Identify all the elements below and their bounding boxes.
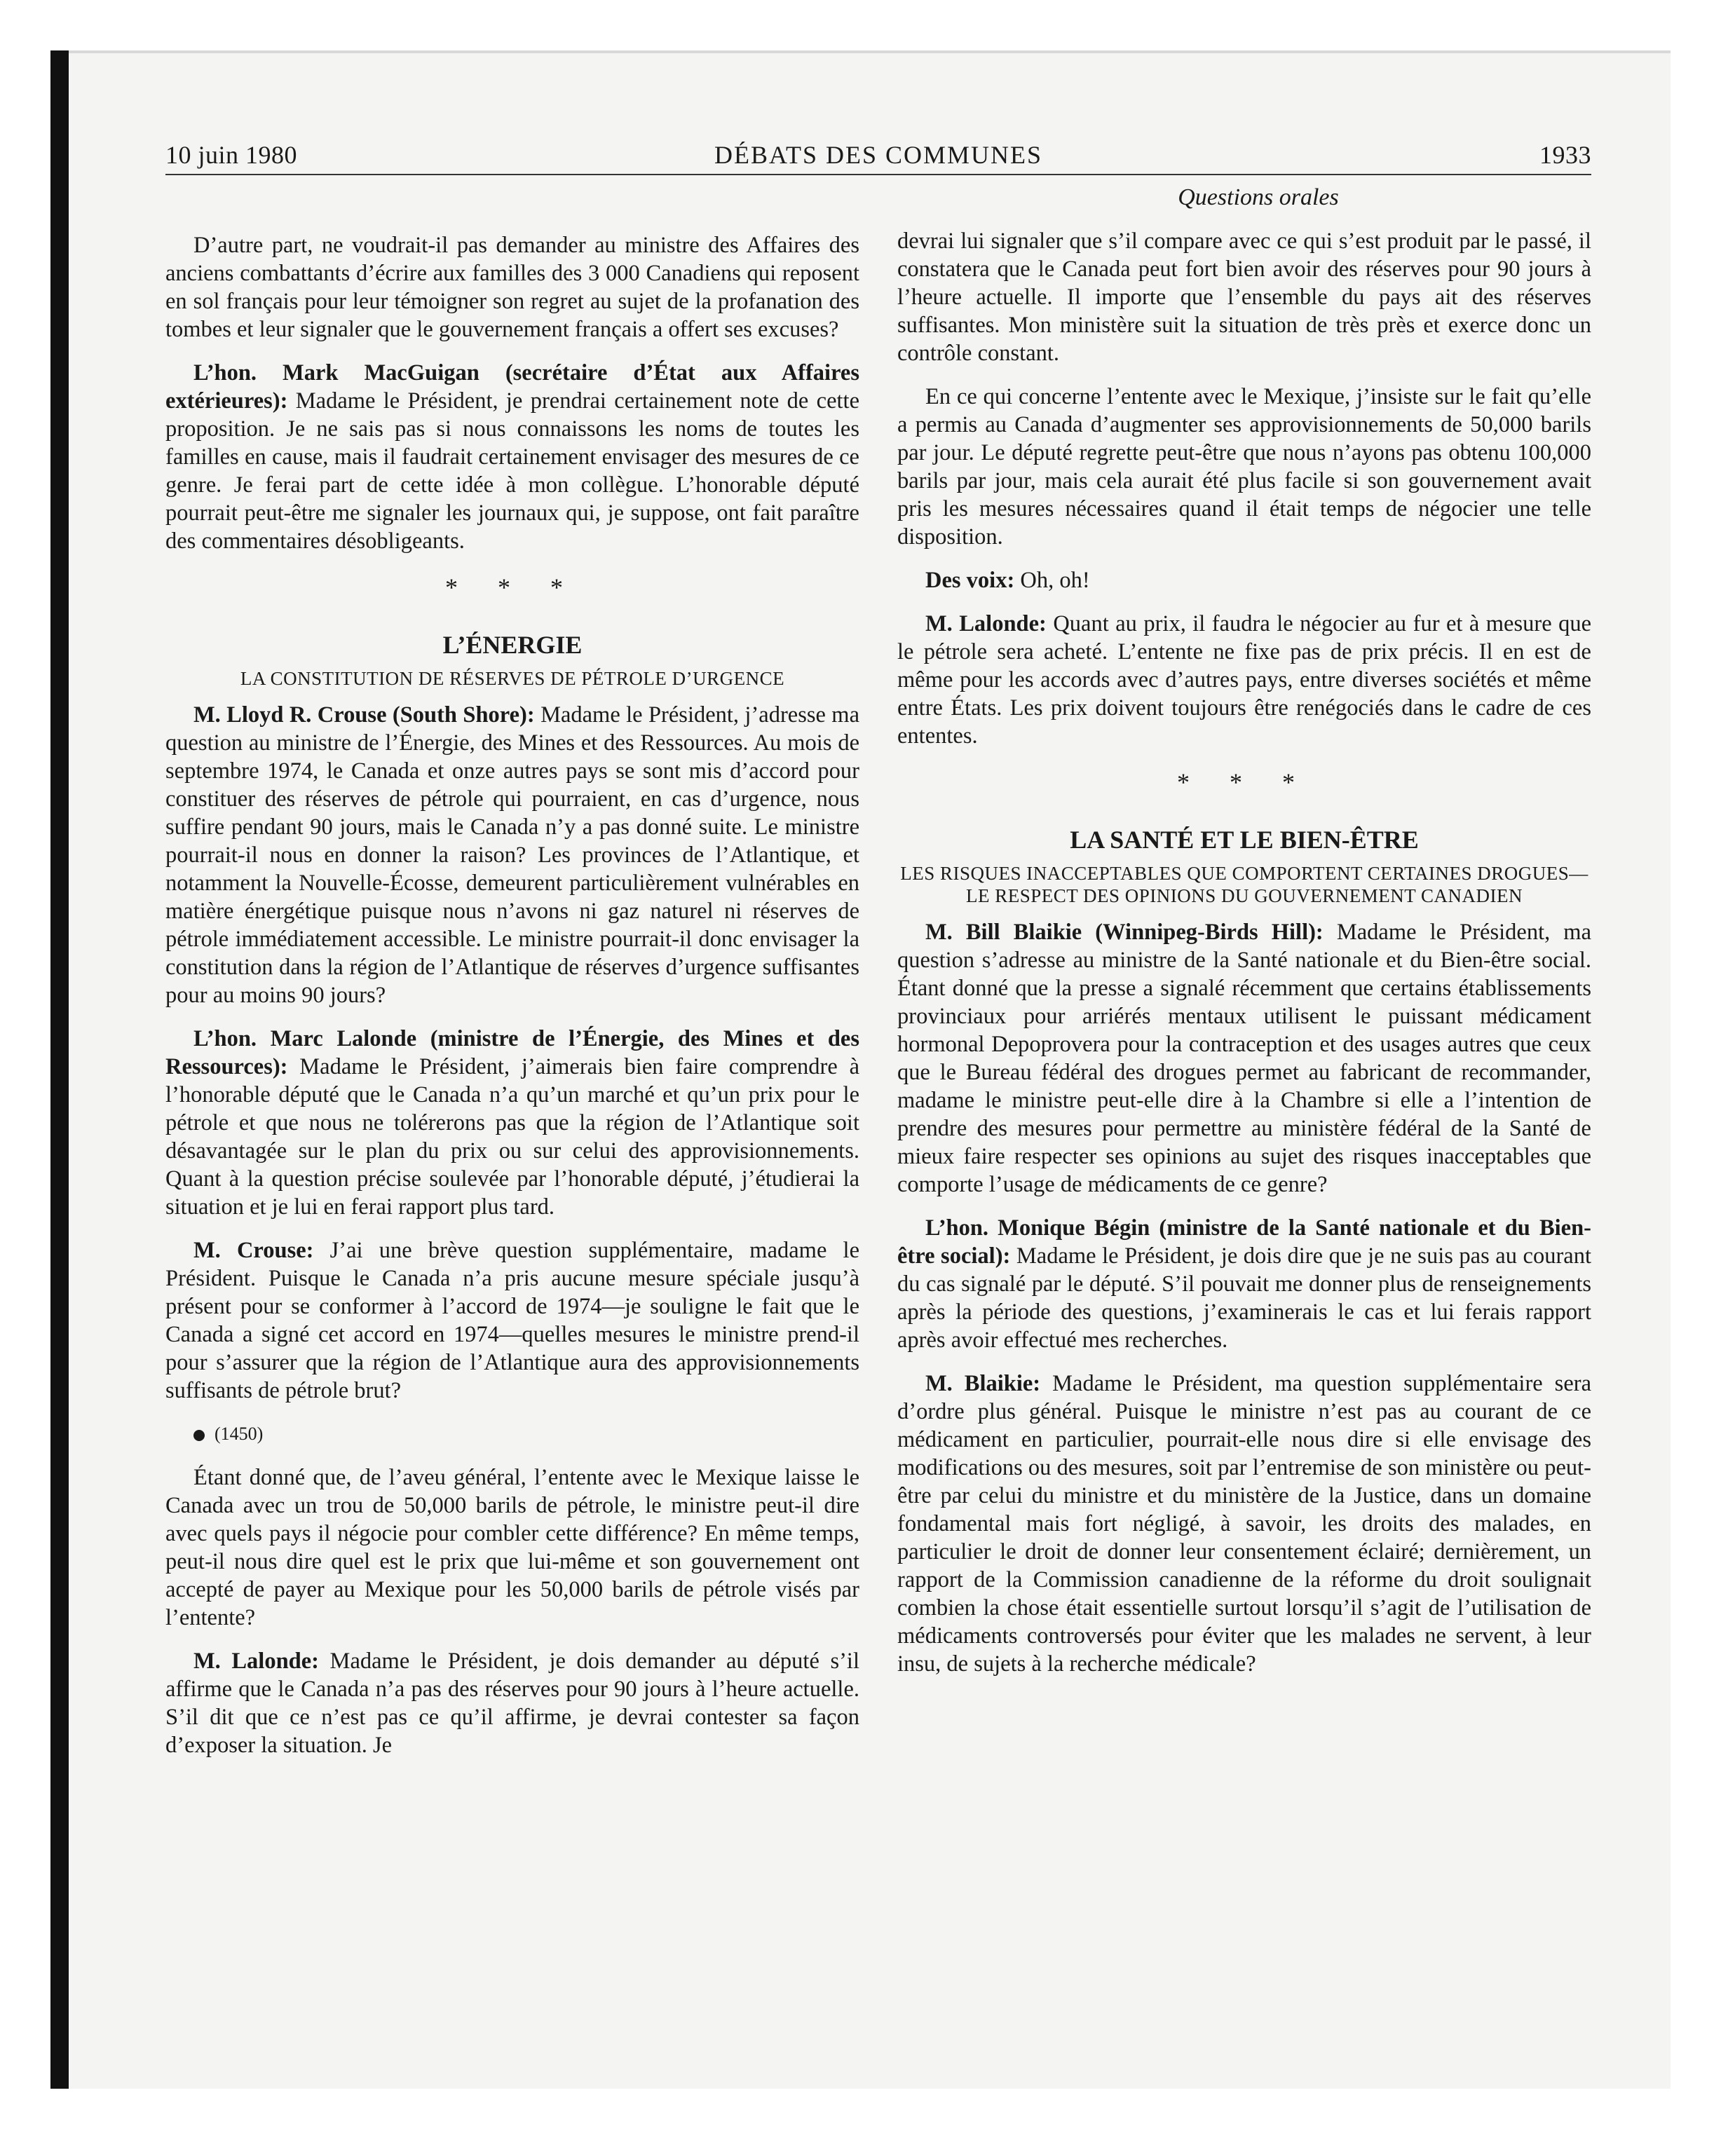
speaker: Des voix: <box>925 568 1015 593</box>
paragraph: En ce qui concerne l’entente avec le Mexique, j’insiste sur le fait qu’elle a permis au Canada d’augmenter ses approvisionnements de 50,000 barils par jour. Le député regrette peut-être que nous n’ayons pas obtenu 100,000 barils par jour, mais cela aurait été plus facile si son gouvernement avait pris les mesures nécessaires quand il était temps de négocier une telle disposition. <box>897 384 1591 550</box>
paragraph <box>165 1236 859 1405</box>
header-date: 10 juin 1980 <box>165 141 298 169</box>
speaker: M. Lalonde: <box>925 611 1047 636</box>
speech: Oh, oh! <box>1014 568 1090 593</box>
speech: Madame le Président, je dois demander au député s’il affirme que le Canada n’a pas des réserves pour 90 jours à l’heure actuelle. S’il dit que ce n’est pas ce qu’il affirme, je devrai contester sa façon d’exposer la situation. Je <box>165 1649 859 1758</box>
header-page-number: 1933 <box>1539 141 1591 169</box>
speech: Madame le Président, j’aimerais bien faire comprendre à l’honorable député que le Canada n’a qu’un marché et qu’un prix pour le pétrole et que nous ne tolérerons pas que la région de l’Atlantique soit désavantagée sur le plan du prix ou sur celui des approvisionnements. Quant à la question précise soulevée par l’honorable député, j’étudierai la situation et je lui en ferai rapport plus tard. <box>165 1054 859 1220</box>
speech: Madame le Président, ma question s’adresse au ministre de la Santé nationale et du Bien-être social. Étant donné que la presse a signalé récemment que certains établissements provinciaux pour arriérés mentaux utilisent le puissant médicament hormonal Depoprovera pour la contraception et des usages autres que ceux que le Bureau fédéral des drogues permet au fabricant de recommander, madame le ministre peut-elle dire à la Chambre si elle a l’intention de prendre des mesures pour permettre au ministère fédéral de la Santé de mieux faire respecter ses opinions au sujet des risques inacceptables que comporte l’usage de médicaments de ce genre? <box>897 920 1591 1197</box>
paragraph <box>897 918 1591 1199</box>
paragraph <box>165 701 859 1009</box>
section-subheading: LA CONSTITUTION DE RÉSERVES DE PÉTROLE D’URGENCE <box>240 668 785 689</box>
paragraph <box>897 610 1591 750</box>
paragraph: D’autre part, ne voudrait-il pas demander au ministre des Affaires des anciens combattants d’écrire aux familles des 3 000 Canadiens qui reposent en sol français pour leur témoigner son regret au sujet de la profanation des tombes et leur signaler que le gouvernement français a offert ses excuses? <box>165 233 859 342</box>
paragraph <box>165 1025 859 1221</box>
speaker: M. Lalonde: <box>193 1649 319 1674</box>
section-separator: * * * <box>1177 768 1312 796</box>
paragraph: Étant donné que, de l’aveu général, l’entente avec le Mexique laisse le Canada avec un trou de 50,000 barils de pétrole, le ministre peut-il dire avec quels pays il négocie pour combler cette différence? En même temps, peut-il nous dire quel est le prix que lui-même et son gouvernement ont accepté de payer au Mexique pour les 50,000 barils de pétrole visés par l’entente? <box>165 1465 859 1630</box>
paragraph <box>897 1370 1591 1678</box>
speaker: M. Lloyd R. Crouse (South Shore): <box>193 702 535 728</box>
scan-edge <box>50 50 69 2089</box>
speech: Madame le Président, je prendrai certainement note de cette proposition. Je ne sais pas si nous connaissons les noms de toutes les familles en cause, mais il faudrait certainement envisager des mesures de ce genre. Je ferai part de cette idée à mon collègue. L’honorable député pourrait peut-être me signaler les journaux qui, je suppose, ont fait paraître des commentaires désobligeants. <box>165 388 859 554</box>
section-title: L’ÉNERGIE <box>442 631 583 659</box>
right-column <box>897 184 1591 1693</box>
bullet-icon <box>193 1430 205 1441</box>
speaker: M. Crouse: <box>193 1238 314 1263</box>
paragraph <box>165 1647 859 1759</box>
speaker: L’hon. Monique Bégin (ministre de la Santé nationale et du Bien-être social): <box>897 1215 1591 1269</box>
speaker: L’hon. Mark MacGuigan (secrétaire d’État aux Affaires extérieures): <box>165 360 859 414</box>
time-marker-label: (1450) <box>215 1424 264 1444</box>
left-column <box>165 231 859 1775</box>
speech: J’ai une brève question supplémentaire, madame le Président. Puisque le Canada n’a pris aucune mesure spéciale jusqu’à présent pour se conformer à l’accord de 1974—je souligne le fait que le Canada a signé cet accord en 1974—quelles mesures le ministre prend-il pour s’assurer que la région de l’Atlantique aura des approvisionnements suffisants de pétrole brut? <box>165 1238 859 1403</box>
speech: Madame le Président, ma question supplémentaire sera d’ordre plus général. Puisque le ministre n’est pas au courant de ce médicament en particulier, pourrait-elle nous dire si elle envisage des modifications ou des mesures, soit par l’entremise de son ministère ou peut-être par celui du ministre et du ministère de la Justice, dans un domaine fondamental mais fort négligé, à savoir, les droits des malades, en particulier le droit de donner leur consentement éclairé; dernièrement, un rapport de la Commission canadienne de la réforme du droit soulignait combien la chose était essentielle surtout lorsqu’il s’agit de l’utilisation de médicaments controversés pour éviter que les malades ne servent, à leur insu, de sujets à la recherche médicale? <box>897 1371 1592 1677</box>
speech: Quant au prix, il faudra le négocier au fur et à mesure que le pétrole sera acheté. L’entente ne fixe pas de prix précis. Il en est de même pour les accords avec d’autres pays, entre diverses sociétés et même entre États. Les prix doivent toujours être renégociés dans le cadre de ces ententes. <box>897 611 1591 749</box>
section-subheading: LES RISQUES INACCEPTABLES QUE COMPORTENT CERTAINES DROGUES—LE RESPECT DES OPINIONS DU GOUVERNEMENT CANADIEN <box>900 863 1588 906</box>
header-title: DÉBATS DES COMMUNES <box>714 141 1043 169</box>
paragraph <box>165 359 859 555</box>
speech: Madame le Président, je dois dire que je ne suis pas au courant du cas signalé par le député. S’il pouvait me donner plus de renseignements après la période des questions, j’examinerais le cas et lui ferais rapport après avoir effectué mes recherches. <box>897 1243 1591 1353</box>
paragraph: devrai lui signaler que s’il compare avec ce qui s’est produit par le passé, il constatera que le Canada peut fort bien avoir des réserves pour 90 jours à l’heure actuelle. Il importe que l’ensemble du pays ait des réserves suffisantes. Mon ministère suit la situation de très près et exerce donc un contrôle constant. <box>897 228 1591 366</box>
speech: Madame le Président, j’adresse ma question au ministre de l’Énergie, des Mines et des Ressources. Au mois de septembre 1974, le Canada et onze autres pays se sont mis d’accord pour constituer des réserves de pétrole qui pourraient, en cas d’urgence, nous suffire pendant 90 jours, mais le Canada n’y a pas donné suite. Le ministre pourrait-il nous en donner la raison? Les provinces de l’Atlantique, et notamment la Nouvelle-Écosse, demeurent particulièrement vulnérables en matière énergétique puisque nous n’avons ni gaz naturel ni réserves de pétrole immédiatement accessible. Le ministre pourrait-il donc envisager la constitution dans la région de l’Atlantique de réserves d’urgence suffisantes pour au moins 90 jours? <box>165 702 859 1008</box>
paragraph <box>897 566 1591 594</box>
time-marker <box>165 1420 859 1448</box>
header-rule <box>165 174 1591 175</box>
speaker: L’hon. Marc Lalonde (ministre de l’Énergie, des Mines et des Ressources): <box>165 1026 859 1079</box>
page-header <box>165 140 1591 175</box>
paragraph <box>897 1214 1591 1354</box>
section-separator: * * * <box>445 573 580 601</box>
speaker: M. Blaikie: <box>925 1371 1041 1396</box>
speaker: M. Bill Blaikie (Winnipeg-Birds Hill): <box>925 920 1324 945</box>
section-title: LA SANTÉ ET LE BIEN-ÊTRE <box>1070 826 1419 854</box>
running-head: Questions orales <box>1178 184 1339 210</box>
